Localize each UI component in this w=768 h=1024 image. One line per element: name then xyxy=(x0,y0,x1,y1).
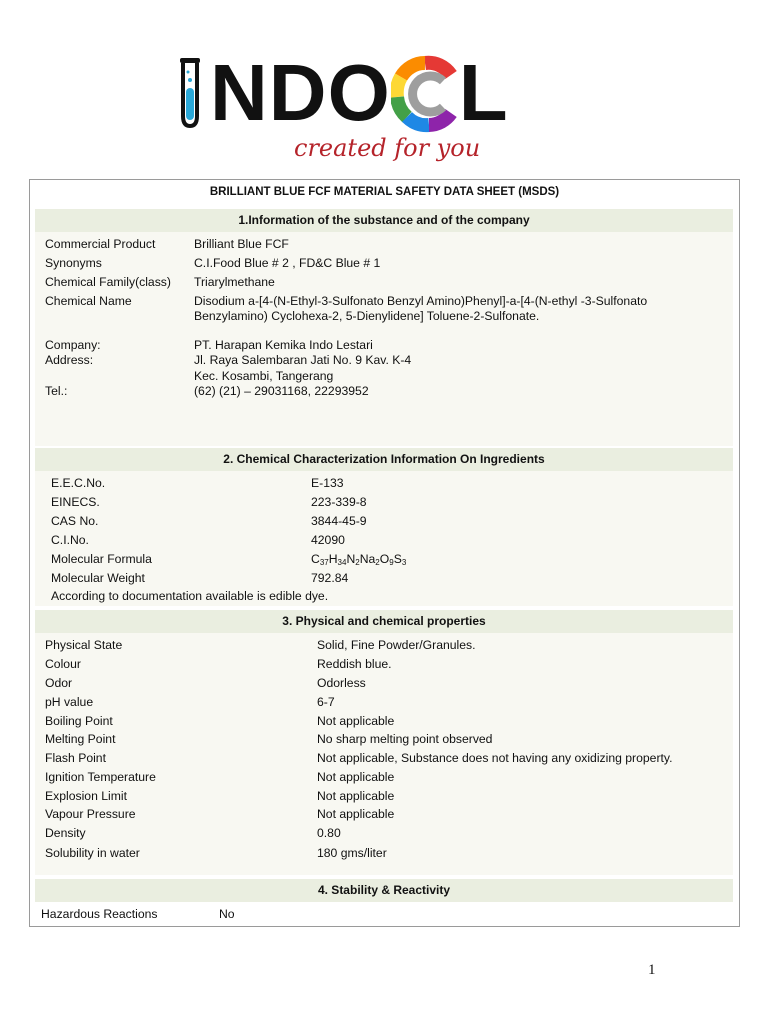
section-2-body: E.E.C.No. E-133 EINECS. 223-339-8 CAS No. 3844-45-9 C.I.No. 42090 Molecular Formula $C_{37}H_{34}N_2Na_2O_9S_3$ Molecular Weight 792.84 According to documentation available is edible dye. xyxy=(35,471,733,606)
document-title: BRILLIANT BLUE FCF MATERIAL SAFETY DATA SHEET (MSDS) xyxy=(209,186,560,198)
row-value: C.I.Food Blue # 2 , FD&C Blue # 1 xyxy=(194,256,381,270)
molecular-formula: $C_{37}H_{34}N_2Na_2O_9S_3$ xyxy=(311,552,407,567)
section-1-heading: 1.Information of the substance and of the company xyxy=(35,209,733,232)
row-value: 223-339-8 xyxy=(311,495,367,509)
address-line-1: Jl. Raya Salembaran Jati No. 9 Kav. K-4 xyxy=(194,353,412,367)
row-value: Benzylamino) Cyclohexa-2, 5-Dienylidene] Toluene-2-Sulfonate. xyxy=(194,309,540,323)
row-label: C.I.No. xyxy=(51,533,89,547)
row-value: Brilliant Blue FCF xyxy=(194,237,289,251)
logo-tagline: created for you xyxy=(294,134,481,162)
logo-letter: O xyxy=(327,48,391,137)
color-wheel-c-icon xyxy=(391,53,459,133)
logo-letter: L xyxy=(458,48,509,137)
company-value: PT. Harapan Kemika Indo Lestari xyxy=(194,338,373,352)
address-label: Address: xyxy=(45,353,94,367)
row-label: EINECS. xyxy=(51,495,100,509)
section-4-body: Hazardous Reactions No xyxy=(35,902,733,924)
address-line-2: Kec. Kosambi, Tangerang xyxy=(194,369,334,383)
row-label: Molecular Weight xyxy=(51,571,145,585)
row-label: E.E.C.No. xyxy=(51,476,106,490)
row-label: Molecular Formula xyxy=(51,552,152,566)
tel-label: Tel.: xyxy=(45,384,68,398)
section-2-heading: 2. Chemical Characterization Information On Ingredients xyxy=(35,448,733,471)
row-label: Chemical Name xyxy=(45,294,132,308)
row-value: Disodium a-[4-(N-Ethyl-3-Sulfonato Benzyl Amino)Phenyl]-a-[4-(N-ethyl -3-Sulfonato xyxy=(194,294,648,308)
page-number: 1 xyxy=(648,962,656,978)
row-label: Chemical Family(class) xyxy=(45,275,171,289)
section-4-heading: 4. Stability & Reactivity xyxy=(35,879,733,902)
tel-value: (62) (21) – 29031168, 22293952 xyxy=(194,384,369,398)
logo-letter: D xyxy=(268,48,328,137)
section-3-body: Physical State Solid, Fine Powder/Granules. Colour Reddish blue. Odor Odorless pH value 6-7 Boiling Point Not applicable Melting Point No sharp melting point observed Flash Point Not applicable, Substance does not having any oxidizing property. Ignition Temperature Not applicable Explosion Limit Not applicable Vapour Pressure Not applicable Density 0.80 Solubility in water 180 gms/liter xyxy=(35,633,733,875)
row-value: E-133 xyxy=(311,476,344,490)
row-value: 792.84 xyxy=(311,571,349,585)
section-3-heading: 3. Physical and chemical properties xyxy=(35,610,733,633)
logo-wordmark xyxy=(196,50,596,136)
logo-letter: N xyxy=(210,48,269,137)
indocol-logo xyxy=(176,50,592,174)
row-label: CAS No. xyxy=(51,514,99,528)
row-label: Synonyms xyxy=(45,256,102,270)
msds-sheet xyxy=(29,179,740,927)
row-value: 3844-45-9 xyxy=(311,514,367,528)
row-value: Triarylmethane xyxy=(194,275,275,289)
row-label: Commercial Product xyxy=(45,237,156,251)
row-value: 42090 xyxy=(311,533,345,547)
section-1-body xyxy=(35,232,733,446)
company-label: Company: xyxy=(45,338,101,352)
